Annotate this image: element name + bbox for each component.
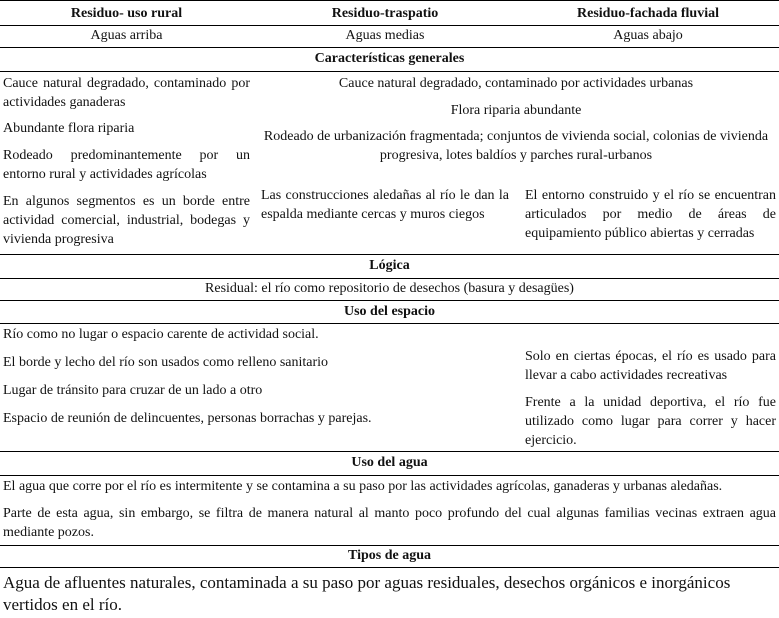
uso-agua-text xyxy=(0,475,779,546)
uso-agua-paragraph: Parte de esta agua, sin embargo, se filtra de manera natural al manto poco profundo del cual algunas familias vecinas extraen agua mediante pozos. xyxy=(3,505,776,540)
subheader-col3: Aguas abajo xyxy=(517,25,779,47)
tipos-agua-text: Agua de afluentes naturales, contaminada a su paso por aguas residuales, desechos orgánicos e inorgánicos vertidos en el río. xyxy=(3,573,731,615)
section-title: Lógica xyxy=(0,254,779,278)
header-col1: Residuo- uso rural xyxy=(0,1,253,26)
caracteristicas-span xyxy=(253,71,779,187)
subheader-col1: Aguas arriba xyxy=(0,25,253,47)
uso-espacio-item: El borde y lecho del río son usados como relleno sanitario xyxy=(3,355,329,371)
caracteristica-item: Rodeado de urbanización fragmentada; conjuntos de vivienda social, colonias de vivienda progresiva, lotes baldíos y parches rural-urbanos xyxy=(263,129,769,164)
caracteristica-item: Cauce natural degradado, contaminado por actividades ganaderas xyxy=(3,75,250,110)
uso-espacio-item: Espacio de reunión de delincuentes, personas borrachas y parejas. xyxy=(3,411,372,427)
logica-text: Residual: el río como repositorio de desechos (basura y desagües) xyxy=(205,280,574,296)
tipos-agua-row xyxy=(0,568,779,617)
uso-espacio-item: Frente a la unidad deportiva, el río fue utilizado como lugar para correr y hacer ejercicio. xyxy=(525,395,776,449)
uso-espacio-left xyxy=(0,324,517,451)
logica-row xyxy=(0,278,779,300)
caracteristica-item: Cauce natural degradado, contaminado por actividades urbanas xyxy=(338,75,694,91)
caracteristica-item: Abundante flora riparia xyxy=(3,121,135,137)
section-caracteristicas xyxy=(0,47,779,71)
header-row xyxy=(0,1,779,26)
section-logica xyxy=(0,254,779,278)
section-title: Uso del agua xyxy=(0,451,779,475)
section-title: Uso del espacio xyxy=(0,300,779,324)
caracteristica-item: Flora riparia abundante xyxy=(450,102,582,118)
uso-espacio-item: Lugar de tránsito para cruzar de un lado a otro xyxy=(3,383,263,399)
uso-agua-row xyxy=(0,475,779,546)
caracteristicas-col2: Las construcciones aledañas al río le dan la espalda mediante cercas y muros ciegos xyxy=(261,188,509,223)
header-col3: Residuo-fachada fluvial xyxy=(517,1,779,26)
caracteristicas-row xyxy=(0,71,779,187)
section-title: Características generales xyxy=(0,47,779,71)
uso-espacio-right xyxy=(517,324,779,451)
caracteristica-item: Rodeado predominantemente por un entorno rural y actividades agrícolas xyxy=(3,148,250,183)
section-title: Tipos de agua xyxy=(0,546,779,568)
section-uso-espacio xyxy=(0,300,779,324)
uso-espacio-item: Río como no lugar o espacio carente de actividad social. xyxy=(3,327,319,343)
section-uso-agua xyxy=(0,451,779,475)
subheader-col2: Aguas medias xyxy=(253,25,517,47)
uso-espacio-item: Solo en ciertas épocas, el río es usado para llevar a cabo actividades recreativas xyxy=(525,349,776,384)
uso-espacio-row xyxy=(0,324,779,451)
subheader-row xyxy=(0,25,779,47)
caracteristicas-col1 xyxy=(0,71,253,254)
caracteristica-item: En algunos segmentos es un borde entre actividad comercial, industrial, bodegas y vivienda progresiva xyxy=(3,194,250,247)
section-tipos-agua xyxy=(0,546,779,568)
uso-agua-paragraph: El agua que corre por el río es intermitente y se contamina a su paso por las actividades agrícolas, ganaderas y urbanas aledañas. xyxy=(3,478,723,494)
header-col2: Residuo-traspatio xyxy=(253,1,517,26)
caracteristicas-col3: El entorno construido y el río se encuentran articulados por medio de áreas de equipamiento público abiertas y cerradas xyxy=(525,188,776,242)
